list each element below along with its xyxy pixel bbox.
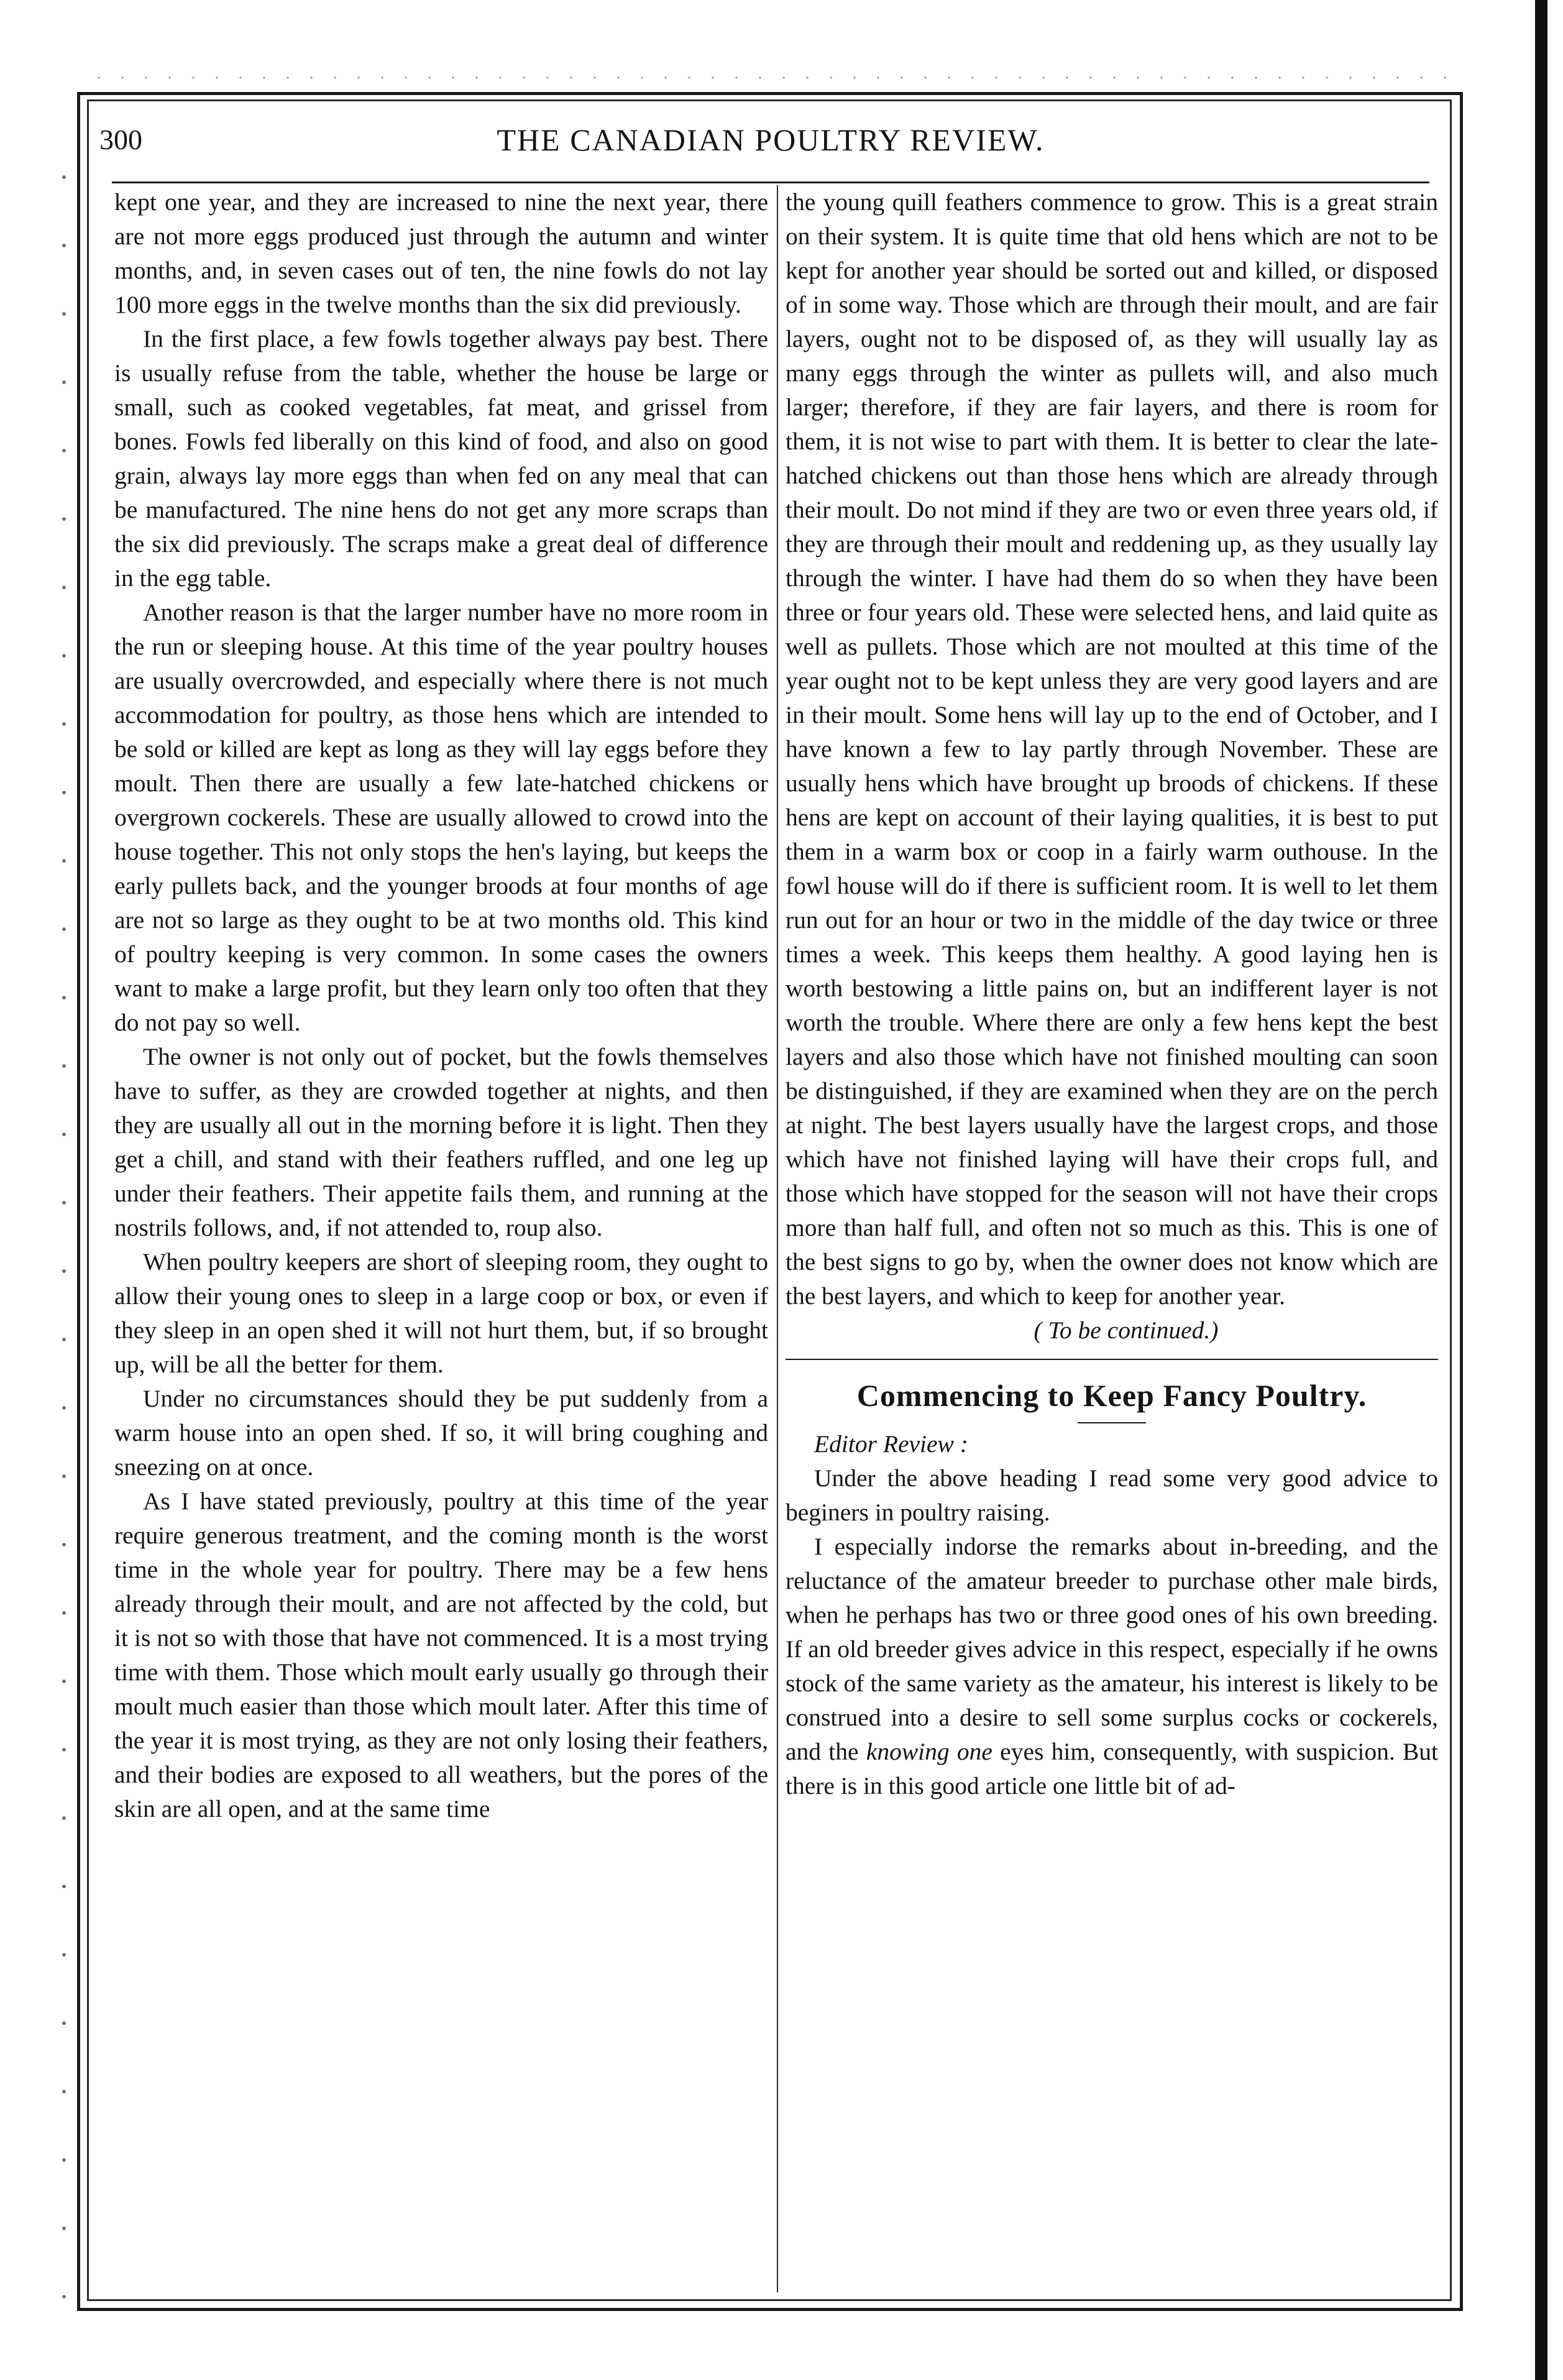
paragraph: Under the above heading I read some very good advice to beginers in poultry raising. [786,1464,1438,1526]
paragraph: kept one year, and they are increased to nine the next year, there are not more eggs produced just through the autumn and winter months, and, in seven cases out of ten, the nine fowls do not lay 100 more eggs in the twelve months than the six did previously. [114,188,768,318]
running-title: THE CANADIAN POULTRY REVIEW. [497,122,1045,157]
paragraph: In the first place, a few fowls together always pay best. There is usually refuse from the table, whether the house be large or small, such as cooked vegetables, fat meat, and grissel from bones. Fowls fed liberally on this kind of food, and also on good grain, always lay more eggs than when fed on any meal that can be manufactured. The nine hens do not get any more scraps than the six did previously. The scraps make a great deal of difference in the egg table. [114,325,768,592]
page-header [99,117,1442,173]
paragraph: As I have stated previously, poultry at this time of the year require generous treatment, and the coming month is the worst time in the whole year for poultry. There may be a few hens already through their moult, and are not affected by the cold, but it is not so with those that have not commenced. It is a most trying time with them. Those which moult early usually go through their moult much easier than those which moult later. After this time of the year it is most trying, as they are not only losing their feathers, and their bodies are exposed to all weathers, but the pores of the skin are all open, and at the same time [114,1487,768,1822]
to-be-continued: ( To be continued.) [786,1313,1438,1360]
paragraph: Another reason is that the larger number have no more room in the run or sleeping house. At this time of the year poultry houses are usually overcrowded, and especially where there is not much accommodation for poultry, as those hens which are intended to be sold or killed are kept as long as they will lay eggs before they moult. Then there are usually a few late-hatched chickens or overgrown cockerels. These are usually allowed to crowd into the house together. This not only stops the hen's laying, but keeps the early pullets back, and the younger broods at four months of age are not so large as they ought to be at two months old. This kind of poultry keeping is very common. In some cases the owners want to make a large profit, but they learn only too often that they do not pay so well. [114,599,768,1036]
paragraph [786,1530,1438,1803]
paragraph: The owner is not only out of pocket, but the fowls themselves have to suffer, as they are crowded together at nights, and then they are usually all out in the morning before it is light. Then they get a chill, and stand with their feathers ruffled, and one leg up under their feathers. Their appetite fails them, and running at the nostrils follows, and, if not attended to, roup also. [114,1043,768,1241]
binding-edge [1535,0,1547,2380]
header-rule [112,181,1429,183]
paragraph: When poultry keepers are short of sleeping room, they ought to allow their young ones to sleep in a large coop or box, or even if they sleep in an open shed it will not hurt them, but, if so brought up, will be all the better for them. [114,1248,768,1378]
page-number: 300 [99,124,142,155]
margin-specks [62,143,66,2356]
top-specks [87,75,1454,81]
paragraph-text: I especially indorse the remarks about in-breeding, and the reluctance of the amateur breeder to purchase other male birds, when he perhaps has two or three good ones of his own breeding. If an old breeder gives advice in this respect, especially if he owns stock of the same variety as the amateur, his interest is likely to be construed into a desire to sell some surplus cocks or cockerels, and the [786,1533,1438,1765]
paragraph: the young quill feathers commence to grow. This is a great strain on their system. It is quite time that old hens which are not to be kept for another year should be sorted out and killed, or disposed of in some way. Those which are through their moult, and are fair layers, ought not to be disposed of, as they will usually lay as many eggs through the winter as pullets will, and also much larger; therefore, if they are fair layers, and there is room for them, it is not wise to part with them. It is better to clear the late-hatched chickens out than those hens which are already through their moult. Do not mind if they are two or even three years old, if they are through their moult and reddening up, as they usually lay through the winter. I have had them do so when they have been three or four years old. These were selected hens, and laid quite as well as pullets. Those which are not moulted at this time of the year ought not to be kept unless they are very good layers and are in their moult. Some hens will lay up to the end of October, and I have known a few to lay partly through November. These are usually hens which have brought up broods of chickens. If these hens are kept on account of their laying qualities, it is best to put them in a warm box or coop in a fairly warm outhouse. In the fowl house will do if there is sufficient room. It is well to let them run out for an hour or two in the middle of the day twice or three times a week. This keeps them healthy. A good laying hen is worth bestowing a little pains on, but an indifferent layer is not worth the trouble. Where there are only a few hens kept the best layers and also those which have not finished moulting can soon be distinguished, if they are examined when they are on the perch at night. The best layers usually have the largest crops, and those which have not finished laying will have their crops full, and those which have stopped for the season will not have their crops more than half full, and often not so much as this. This is one of the best signs to go by, when the owner does not know which are the best layers, and which to keep for another year. [786,188,1438,1310]
salutation: Editor Review : [814,1430,968,1458]
section-rule [1078,1422,1146,1423]
right-column [786,185,1438,1803]
column-divider [777,185,778,2292]
emphasis-text: knowing one [866,1738,992,1765]
section-title: Commencing to Keep Fancy Poultry. [856,1378,1367,1413]
paragraph-text: eyes him, consequently, with suspicion. But there is in this good article one little bit of ad- [786,1738,1438,1799]
paragraph: Under no circumstances should they be put suddenly from a warm house into an open shed. If so, it will bring coughing and sneezing on at once. [114,1385,768,1481]
left-column [114,185,768,1826]
